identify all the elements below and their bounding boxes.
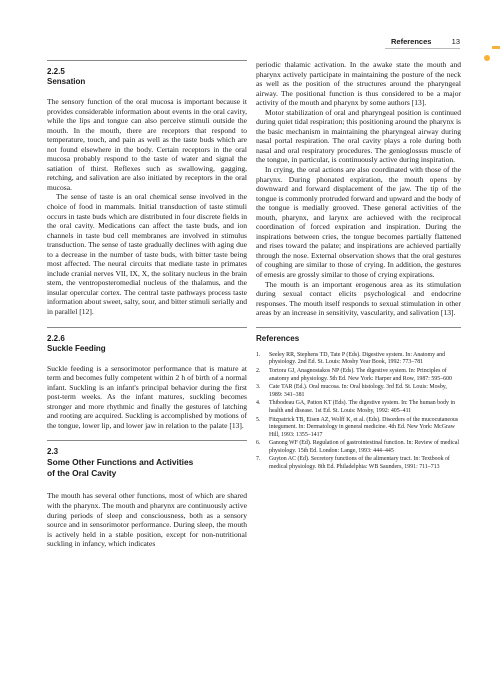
section-title-line: of the Oral Cavity — [47, 468, 117, 479]
section-rule — [47, 60, 247, 61]
reference-list — [256, 352, 461, 472]
right-column — [256, 60, 461, 473]
section-title — [47, 457, 247, 479]
reference-item: 2. Tortora GJ, Anagnostakos NP (Eds). The digestive system. In: Principles of anatomy and physiology. 5th Ed. New York: Harper and Row, 1987: 595–600 — [256, 367, 452, 382]
section-number: 2.2.6 — [47, 333, 65, 343]
references-heading: References — [256, 333, 300, 343]
section-title-line: Some Other Functions and Activities — [47, 457, 194, 468]
left-column — [47, 60, 247, 549]
reference-item: 6. Ganong WF (Ed). Regulation of gastrointestinal function. In: Review of medical physiology. 15th Ed. London: Lange, 1993: 444–445 — [256, 440, 459, 454]
paragraph: periodic thalamic activation. In the awake state the mouth and pharynx actively participate in maintaining the posture of the neck as well as the position of the structures around the pharyngeal airway. The positional function is thus considered to be a major activity of the mouth and pharynx by some authors [13]. — [256, 60, 461, 108]
reference-item: 4. Thibodeau GA, Patton KT (Eds). The digestive system. In: The human body in health and disease. 1st Ed. St. Louis: Mosby, 1992: 405–411 — [256, 400, 456, 414]
reference-item: 5. Fitzpatrick TB, Eisen AZ, Wolff K, et al. (Eds). Disorders of the mucocutaneous integument. In: Dermatology in general medicine. 4th Ed. New York: McGraw Hill, 1993: 1355–1417 — [256, 416, 459, 438]
header-rule — [385, 48, 460, 49]
section-number: 2.2.5 — [47, 67, 65, 76]
section-title: Suckle Feeding — [47, 343, 106, 353]
section-title: Sensation — [47, 77, 86, 86]
section-number: 2.3 — [47, 447, 59, 457]
paragraph: The sense of taste is an oral chemical sense involved in the choice of food in mammals. Initial transduction of taste stimuli occurs in taste buds which are distributed in four discrete fields in the oral cavity. Medications can affect the taste buds, and ion channels in taste bud cell membranes are involved in stimulus transduction. The sense of taste gradually declines with aging due to a decrease in the number of taste buds, with bitter taste being most affected. The neural circuits that mediate taste in primates include cranial nerves VII, IX, X, the solitary nucleus in the brain stem, the ventroposteromedial nucleus of the thalamus, and the insular opercular cortex. The central taste pathways process taste information about sweet, salty, sour, and bitter stimuli serially and in parallel [12]. — [47, 192, 247, 317]
references-rule — [256, 327, 461, 328]
paragraph: In crying, the oral actions are also coordinated with those of the pharynx. During phonated expiration, the mouth opens by downward and forward displacement of the jaw. The tip of the tongue is commonly protruded forward and upward and the body of the tongue is medially grooved. These general activities of the mouth, pharynx, and larynx are achieved with the reciprocal coordination of forced expiration and inspiration. During the inspirations between cries, the tongue becomes partially flattened and rises toward the palate; and inspirations are achieved partially through the nose. External observation shows that the oral gestures of coughing are similar to those of crying. In addition, the gestures of emesis are grossly similar to those of crying expirations. — [256, 165, 461, 280]
reference-item: 3. Cate TAR (Ed.). Oral mucosa. In: Oral histology. 3rd Ed. St. Louis: Mosby, 1989: 341–381 — [256, 384, 447, 398]
running-header — [385, 35, 460, 49]
paragraph: The sensory function of the oral mucosa is important because it provides considerable information about events in the oral cavity, while the lips and tongue can also perceive stimuli outside the mouth. In the mouth, there are receptors that respond to temperature, touch, and pain as well as the taste buds which are not found elsewhere in the body. Certain receptors in the oral mucosa probably respond to the taste of water and signal the satiation of thirst. Reflexes such as swallowing, gagging, retching, and salivation are also initiated by receptors in the oral mucosa. — [47, 97, 247, 192]
chapter-dot-marker — [484, 55, 490, 61]
section-rule — [47, 440, 247, 441]
paragraph: Motor stabilization of oral and pharyngeal position is continued during quiet tidal respiration; this positioning around the pharynx is the basic mechanism in maintaining the pharyngeal airway during nasal portal respiration. The oral cavity plays a role during both nasal and oral respiratory procedures. The genioglossus muscle of the tongue, in particular, is continuously active during inspiration. — [256, 107, 461, 165]
page-number: 13 — [451, 37, 460, 46]
chapter-tab-marker — [492, 46, 500, 49]
reference-item: 1. Seeley RR, Stephens TD, Tate P (Eds). Digestive system. In: Anatomy and physiology. 2nd Ed. St. Louis: Mosby Year Book, 1992: 773–781 — [256, 351, 446, 366]
reference-item: 7. Guyton AC (Ed). Secretory functions of the alimentary tract. In: Textbook of medical physiology. 8th Ed. Philadelphia: WB Saunders, 1991: 711–713 — [256, 456, 450, 471]
running-header-title: References — [391, 37, 432, 46]
section-rule — [47, 327, 247, 328]
paragraph: Suckle feeding is a sensorimotor performance that is mature at term and becomes fully competent within 2 h of birth of a normal infant. Suckling is an infant's principal behavior during the first post-term weeks. As the infant matures, suckling becomes stronger and more rhythmic and finally the gestures of latching and rooting are acquired. Suckling is accomplished by motions of the tongue, lower lip, and lower jaw in relation to the palate [13]. — [47, 363, 247, 430]
paragraph: The mouth has several other functions, most of which are shared with the pharynx. The mouth and pharynx are continuously active during periods of sleep and consciousness, both as a sensory source and in sensorimotor performance. During sleep, the mouth is actively held in a stable position, except for non-nutritional suckling in infancy, which indicates — [47, 491, 247, 549]
paragraph: The mouth is an important erogenous area as its stimulation during sexual contact elicits psychological and endocrine responses. The mouth itself responds to sexual stimulation in other areas by an increase in sensitivity, vascularity, and salivation [13]. — [256, 279, 461, 318]
